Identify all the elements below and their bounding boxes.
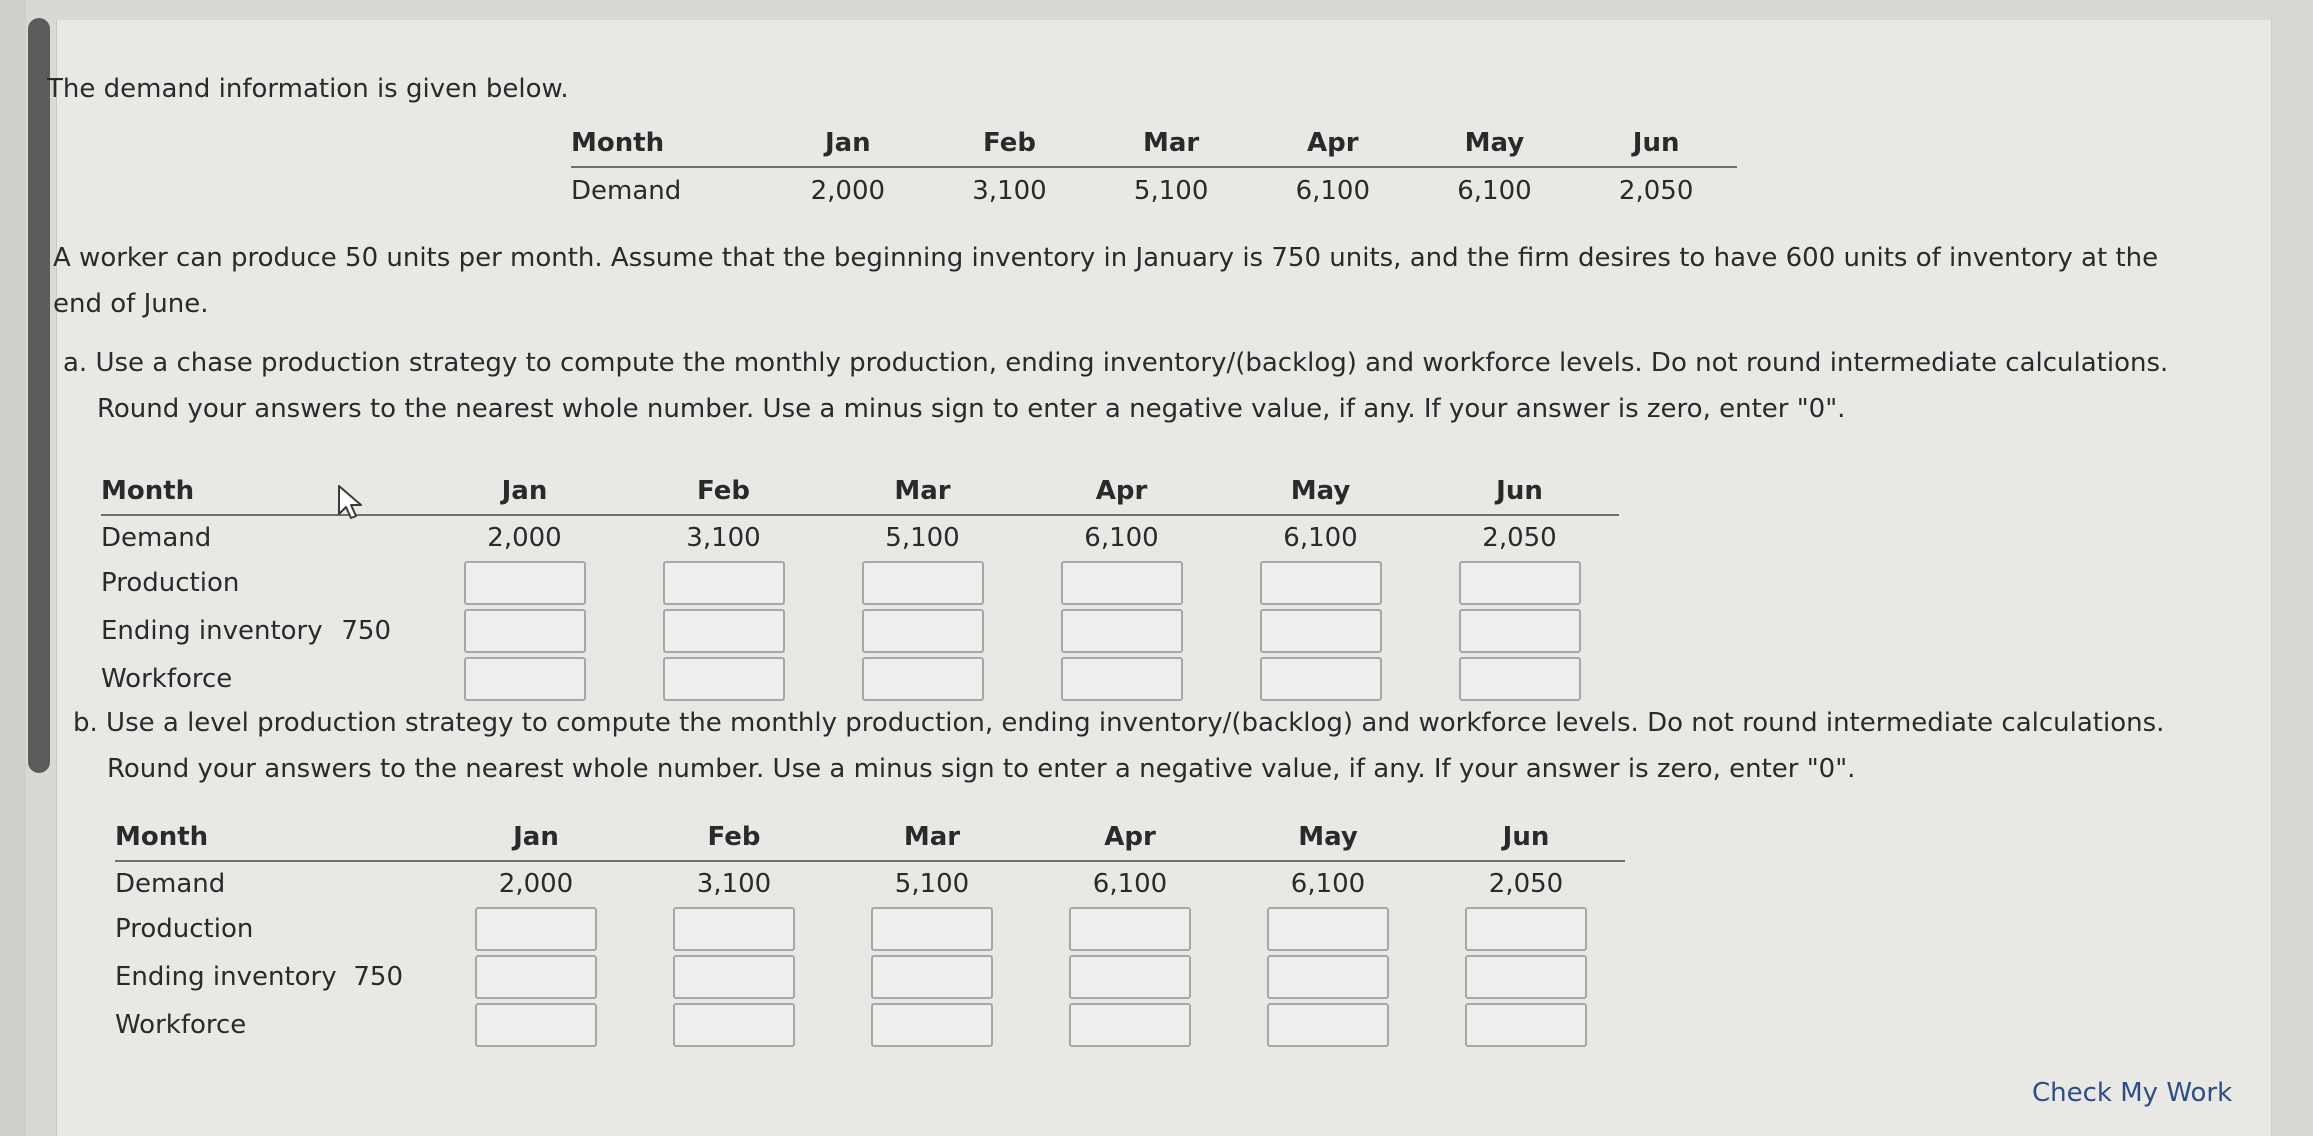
part-b-table <box>115 818 1625 1049</box>
part-b-workforce-feb-input[interactable] <box>673 1003 795 1047</box>
part-a-header-mar: Mar <box>823 472 1022 515</box>
demand-value-may: 6,100 <box>1457 176 1532 206</box>
part-b-inventory-may-input[interactable] <box>1267 955 1389 999</box>
part-a-table <box>101 472 1619 703</box>
demand-header-jun: Jun <box>1575 124 1737 167</box>
part-b-demand-mar: 5,100 <box>894 868 970 899</box>
part-b-header-jan: Jan <box>437 818 635 861</box>
part-a-workforce-jun-input[interactable] <box>1459 657 1581 701</box>
intro-text: The demand information is given below. <box>47 74 569 104</box>
demand-row-label: Demand <box>571 176 682 206</box>
part-a-header-may: May <box>1221 472 1420 515</box>
part-a-demand-may: 6,100 <box>1283 522 1358 553</box>
part-b-production-mar-input[interactable] <box>871 907 993 951</box>
part-b-workforce-apr-input[interactable] <box>1069 1003 1191 1047</box>
part-b-production-label: Production <box>115 914 254 944</box>
part-a-ending-inventory-label: Ending inventory <box>101 616 323 646</box>
part-b-inventory-mar-input[interactable] <box>871 955 993 999</box>
part-b-header-feb: Feb <box>635 818 833 861</box>
part-a-production-may-input[interactable] <box>1260 561 1382 605</box>
part-a-header-jun: Jun <box>1420 472 1619 515</box>
part-a-production-apr-input[interactable] <box>1061 561 1183 605</box>
part-a-workforce-feb-input[interactable] <box>663 657 785 701</box>
part-b-production-jun-input[interactable] <box>1465 907 1587 951</box>
mouse-pointer-icon <box>337 484 363 520</box>
scrollbar-track[interactable] <box>0 0 26 1136</box>
demand-header-may: May <box>1414 124 1576 167</box>
demand-value-feb: 3,100 <box>972 176 1047 206</box>
question-panel <box>47 20 2272 1136</box>
part-a-production-mar-input[interactable] <box>862 561 984 605</box>
part-b-prompt: b. Use a level production strategy to compute the monthly production, ending inventory/(backlog) and workforce levels. Do not round intermediate calculations. Round your answers to the nearest whole number. Use a minus sign to enter a negative value, if any. If your answer is zero, enter "0". <box>73 708 2165 784</box>
part-b-header-apr: Apr <box>1031 818 1229 861</box>
part-a-workforce-label: Workforce <box>101 664 233 694</box>
part-a-header-jan: Jan <box>425 472 624 515</box>
part-a-demand-mar: 5,100 <box>885 522 960 553</box>
part-a-prompt: a. Use a chase production strategy to compute the monthly production, ending inventory/(backlog) and workforce levels. Do not round intermediate calculations. Round your answers to the nearest whole number. Use a minus sign to enter a negative value, if any. If your answer is zero, enter "0". <box>63 348 2169 424</box>
part-b-workforce-label: Workforce <box>115 1010 247 1040</box>
part-a-inventory-jun-input[interactable] <box>1459 609 1581 653</box>
part-a-inventory-may-input[interactable] <box>1260 609 1382 653</box>
part-b-header-jun: Jun <box>1427 818 1625 861</box>
part-a-workforce-mar-input[interactable] <box>862 657 984 701</box>
part-a-production-feb-input[interactable] <box>663 561 785 605</box>
part-a-inventory-feb-input[interactable] <box>663 609 785 653</box>
part-b-production-apr-input[interactable] <box>1069 907 1191 951</box>
part-a-production-label: Production <box>101 568 240 598</box>
demand-table <box>571 124 1737 214</box>
part-a-demand-feb: 3,100 <box>686 522 761 553</box>
part-a-demand-jun: 2,050 <box>1482 522 1557 553</box>
demand-header-mar: Mar <box>1090 124 1252 167</box>
part-a-production-jun-input[interactable] <box>1459 561 1581 605</box>
part-b-inventory-apr-input[interactable] <box>1069 955 1191 999</box>
check-my-work-link[interactable]: Check My Work <box>2032 1078 2233 1108</box>
demand-header-apr: Apr <box>1252 124 1414 167</box>
demand-header-feb: Feb <box>929 124 1091 167</box>
part-b-demand-feb: 3,100 <box>696 868 772 899</box>
part-b-ending-inventory-label: Ending inventory <box>115 962 337 992</box>
part-b-workforce-may-input[interactable] <box>1267 1003 1389 1047</box>
part-b-production-feb-input[interactable] <box>673 907 795 951</box>
part-a-initial-inventory: 750 <box>341 616 391 646</box>
scrollbar-thumb[interactable] <box>28 18 50 773</box>
part-a-inventory-apr-input[interactable] <box>1061 609 1183 653</box>
part-b-inventory-jan-input[interactable] <box>475 955 597 999</box>
part-b-inventory-feb-input[interactable] <box>673 955 795 999</box>
demand-value-jan: 2,000 <box>810 176 886 206</box>
part-a-demand-label: Demand <box>101 522 212 553</box>
part-a-header-feb: Feb <box>624 472 823 515</box>
part-b-initial-inventory: 750 <box>353 962 403 992</box>
part-b-production-may-input[interactable] <box>1267 907 1389 951</box>
part-b-header-month: Month <box>115 818 337 861</box>
part-b-production-jan-input[interactable] <box>475 907 597 951</box>
part-a-header-apr: Apr <box>1022 472 1221 515</box>
demand-value-mar: 5,100 <box>1133 176 1209 206</box>
part-b-workforce-mar-input[interactable] <box>871 1003 993 1047</box>
demand-header-month: Month <box>571 124 767 167</box>
part-a-demand-jan: 2,000 <box>487 522 562 553</box>
part-b-workforce-jun-input[interactable] <box>1465 1003 1587 1047</box>
part-b-demand-label: Demand <box>115 868 226 899</box>
demand-header-jan: Jan <box>767 124 929 167</box>
part-a-workforce-may-input[interactable] <box>1260 657 1382 701</box>
part-b-header-mar: Mar <box>833 818 1031 861</box>
part-a-inventory-mar-input[interactable] <box>862 609 984 653</box>
assumption-text: A worker can produce 50 units per month. Assume that the beginning inventory in January is 750 units, and the firm desires to have 600 units of inventory at the end of June. <box>53 243 2159 319</box>
part-b-inventory-jun-input[interactable] <box>1465 955 1587 999</box>
part-a-workforce-apr-input[interactable] <box>1061 657 1183 701</box>
demand-value-apr: 6,100 <box>1295 176 1371 206</box>
part-b-demand-may: 6,100 <box>1290 868 1366 899</box>
part-a-demand-apr: 6,100 <box>1084 522 1159 553</box>
part-b-header-may: May <box>1229 818 1427 861</box>
part-a-workforce-jan-input[interactable] <box>464 657 586 701</box>
part-a-header-month: Month <box>101 472 325 515</box>
part-a-production-jan-input[interactable] <box>464 561 586 605</box>
part-b-workforce-jan-input[interactable] <box>475 1003 597 1047</box>
demand-value-jun: 2,050 <box>1618 176 1694 206</box>
part-a-inventory-jan-input[interactable] <box>464 609 586 653</box>
part-b-demand-jan: 2,000 <box>498 868 574 899</box>
part-b-demand-jun: 2,050 <box>1488 868 1564 899</box>
part-b-demand-apr: 6,100 <box>1092 868 1168 899</box>
